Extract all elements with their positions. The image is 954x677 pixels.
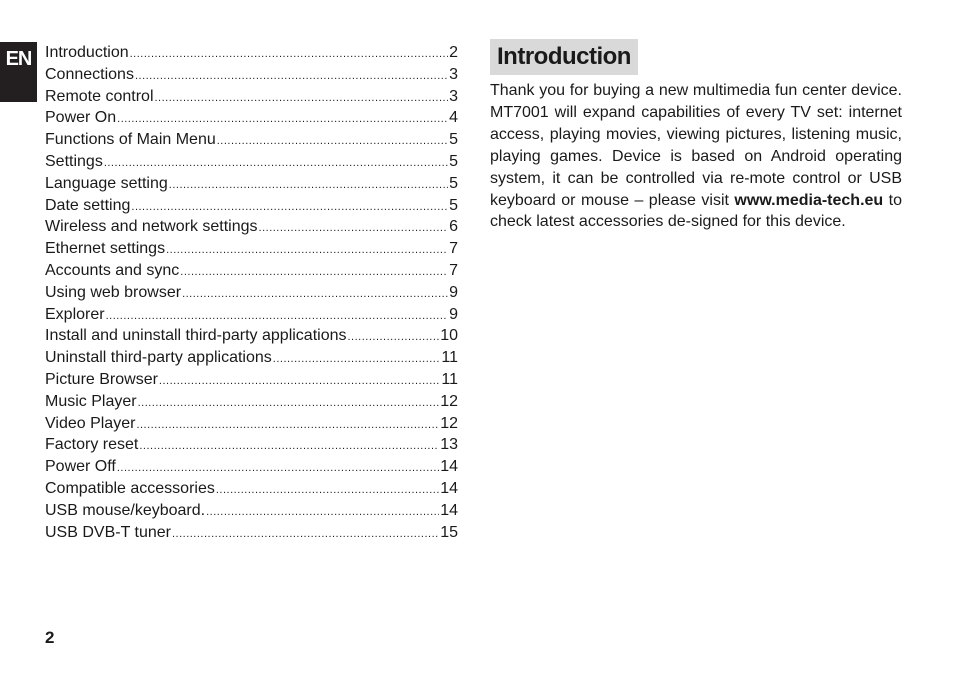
toc-entry-page: 13 xyxy=(440,436,458,454)
toc-entry-title: Accounts and sync xyxy=(45,261,180,279)
toc-entry[interactable] xyxy=(45,42,458,64)
toc-leader-dots xyxy=(117,109,448,131)
toc-entry-title: Using web browser xyxy=(45,283,182,301)
toc-entry[interactable] xyxy=(45,107,458,129)
toc-leader-dots xyxy=(106,306,449,328)
toc-entry[interactable] xyxy=(45,413,458,435)
intro-paragraph xyxy=(490,80,902,233)
toc-leader-dots xyxy=(206,502,439,524)
toc-entry-title: Wireless and network settings xyxy=(45,218,258,236)
intro-text-end: to check latest accessories de-signed for this device. xyxy=(490,191,903,231)
toc-entry-page: 9 xyxy=(449,305,458,323)
intro-text-start: Thank you for buying a new multimedia fun center device. MT7001 will expand capabilities of every TV set: internet access, playing movies, viewing pictures, listening music, playing games. Device is based on Android operating system, it can be controlled via re-mote control or USB keyboard or mouse – please visit xyxy=(490,82,902,209)
toc-entry-page: 5 xyxy=(449,174,458,192)
toc-leader-dots xyxy=(180,262,448,284)
toc-entry-title: Uninstall third-party applications xyxy=(45,349,272,367)
toc-leader-dots xyxy=(104,153,448,175)
toc-entry-page: 9 xyxy=(449,283,458,301)
page-number: 2 xyxy=(45,628,55,647)
toc-entry-page: 7 xyxy=(449,261,458,279)
toc-entry-page: 5 xyxy=(449,196,458,214)
toc-entry[interactable] xyxy=(45,173,458,195)
toc-entry[interactable] xyxy=(45,347,458,369)
toc-leader-dots xyxy=(182,284,448,306)
toc-leader-dots xyxy=(169,175,448,197)
toc-entry[interactable] xyxy=(45,86,458,108)
toc-entry-page: 12 xyxy=(440,392,458,410)
toc-entry[interactable] xyxy=(45,260,458,282)
toc-entry-title: Functions of Main Menu xyxy=(45,131,216,149)
toc-entry-title: Introduction xyxy=(45,44,129,61)
toc-entry-page: 14 xyxy=(440,458,458,476)
toc-entry-page: 14 xyxy=(440,501,458,519)
toc-entry-page: 14 xyxy=(440,479,458,497)
toc-leader-dots xyxy=(348,327,440,349)
toc-leader-dots xyxy=(138,393,440,415)
toc-leader-dots xyxy=(166,240,448,262)
toc-entry-title: Explorer xyxy=(45,305,105,323)
toc-entry-title: Factory reset xyxy=(45,436,139,454)
toc-entry[interactable] xyxy=(45,64,458,86)
toc-leader-dots xyxy=(159,371,440,393)
table-of-contents xyxy=(45,42,458,543)
toc-entry-page: 4 xyxy=(449,109,458,127)
toc-entry[interactable] xyxy=(45,369,458,391)
toc-entry-title: Connections xyxy=(45,65,134,83)
toc-entry-title: Ethernet settings xyxy=(45,240,166,258)
toc-leader-dots xyxy=(139,436,439,458)
toc-entry[interactable] xyxy=(45,195,458,217)
toc-leader-dots xyxy=(273,349,441,371)
toc-entry[interactable] xyxy=(45,456,458,478)
toc-entry-title: Install and uninstall third-party applications xyxy=(45,327,347,345)
toc-leader-dots xyxy=(131,197,448,219)
toc-entry[interactable] xyxy=(45,478,458,500)
toc-entry[interactable] xyxy=(45,304,458,326)
toc-entry-title: Language setting xyxy=(45,174,168,192)
toc-leader-dots xyxy=(117,458,439,480)
toc-entry[interactable] xyxy=(45,151,458,173)
toc-entry-title: USB DVB-T tuner xyxy=(45,523,171,541)
section-heading: Introduction xyxy=(490,39,638,75)
toc-entry[interactable] xyxy=(45,129,458,151)
toc-entry-page: 3 xyxy=(449,87,458,105)
toc-entry-page: 10 xyxy=(440,327,458,345)
toc-entry-page: 3 xyxy=(449,65,458,83)
toc-entry-page: 6 xyxy=(449,218,458,236)
toc-entry-page: 11 xyxy=(441,370,458,388)
toc-entry[interactable] xyxy=(45,282,458,304)
toc-entry[interactable] xyxy=(45,522,458,544)
toc-entry-page: 2 xyxy=(449,44,458,61)
toc-leader-dots xyxy=(130,44,448,66)
toc-entry[interactable] xyxy=(45,500,458,522)
toc-leader-dots xyxy=(259,218,449,240)
toc-entry[interactable] xyxy=(45,391,458,413)
toc-entry-title: Music Player xyxy=(45,392,137,410)
toc-entry-title: Power Off xyxy=(45,458,116,476)
toc-entry-title: Power On xyxy=(45,109,117,127)
toc-entry[interactable] xyxy=(45,325,458,347)
toc-entry-title: USB mouse/keyboard. xyxy=(45,501,206,519)
toc-entry-title: Date setting xyxy=(45,196,131,214)
toc-leader-dots xyxy=(172,524,439,546)
toc-leader-dots xyxy=(217,131,448,153)
toc-entry-title: Compatible accessories xyxy=(45,479,215,497)
toc-entry-title: Video Player xyxy=(45,414,136,432)
website-link[interactable]: www.media-tech.eu xyxy=(734,191,884,209)
toc-entry-page: 12 xyxy=(440,414,458,432)
toc-entry[interactable] xyxy=(45,216,458,238)
toc-leader-dots xyxy=(216,480,439,502)
toc-entry-title: Picture Browser xyxy=(45,370,158,388)
toc-entry[interactable] xyxy=(45,238,458,260)
toc-entry-page: 11 xyxy=(441,349,458,367)
toc-leader-dots xyxy=(136,415,439,437)
toc-entry-title: Settings xyxy=(45,152,103,170)
toc-leader-dots xyxy=(135,66,448,88)
toc-entry-page: 5 xyxy=(449,131,458,149)
toc-entry-page: 15 xyxy=(440,523,458,541)
toc-entry-title: Remote control xyxy=(45,87,154,105)
toc-entry[interactable] xyxy=(45,434,458,456)
toc-entry-page: 7 xyxy=(449,240,458,258)
toc-entry-page: 5 xyxy=(449,152,458,170)
language-tab: EN xyxy=(0,42,37,102)
toc-leader-dots xyxy=(155,88,449,110)
